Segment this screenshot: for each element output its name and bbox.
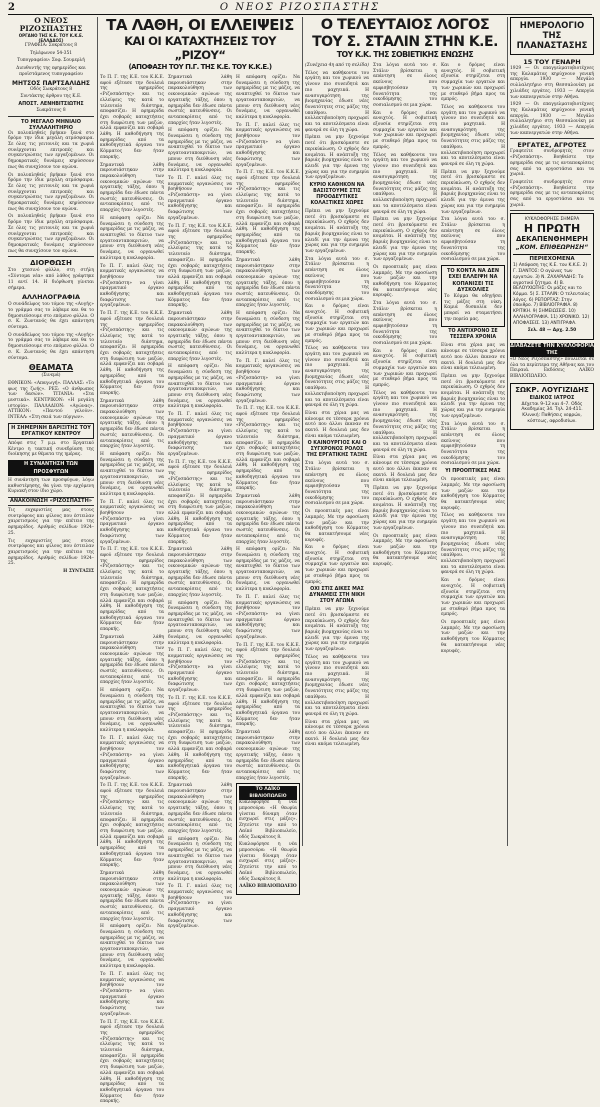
story-2-para: Και ο δρόμος είναι ανοιχτός. Η σοβιετική εξουσία στηρίζεται στη συμμαχία των εργατών και των χωρικών και προχωρεί με σταθερό βήμα προς τα εμπρός. [305,304,369,344]
calendar-title: ΗΜΕΡΟΛΟΓΙΟ ΤΗΣ ΠΛΑΝΑΣΤΑΣΗΣ [516,21,588,51]
story-2-para: Πρέπει να μην ξεχνούμε ποτέ ότι βρισκόμαστε σε περικύκλωση. Ο εχθρός δεν κοιμάται. Η ανάπτυξη της βαριάς βιομηχανίας είναι το κλειδί για την άμυνα της χώρας και για την ευημερία των εργαζομένων. [441,169,505,215]
promotion-text: Η συνάντηση των προσφύγων, λόγω καθυστέρησης, θα γίνει την ερχόμενη Κυριακή στον ίδιο χώρο. [8,477,94,495]
story-1-headline-2: ΚΑΙ ΟΙ ΚΑΤΑΧΤΗΣΕΙΣ ΤΟΥ „ΡΙΖΟΥ“ [124,34,276,62]
right-column [510,17,594,849]
workers-text: Γραφτείτε συνδρομητές στον «Ριζοσπάστη». Βοηθείστε την εφημερίδα σας με τις ανταποκρίσεις σας από τα εργοστάσια και τα χωριά. [510,149,594,178]
story-2-para: Και ο δρόμος είναι ανοιχτός. Η σοβιετική εξουσία στηρίζεται στη συμμαχία των εργατών και των χωρικών και προχωρεί με σταθερό βήμα προς τα εμπρός. [373,110,437,150]
story-2-subhead: ΟΧΙ ΣΤΙΣ ΔΙΚΕΣ ΜΑΣ ΔΥΝΑΜΕΙΣ ΣΤΗ ΝΙΚΗ ΣΤΟΥ ΑΓΩΝΑ [309,587,365,605]
doctor-title: ΕΙΔΙΚΟΣ ΙΑΤΡΟΣ [529,394,575,401]
story-1-para: Το Π. Γ. καλεί όλες τις κομματικές οργανώσεις να βοηθήσουν τον «Ριζοσπάστη» να γίνει πραγματικό όργανο καθοδήγησης και διαφώτισης των εργαζομένων. [168,884,232,930]
story-1-para: Το Π. Γ. της Κ.Ε. του Κ.Κ.Ε. αφού εξέτασε την δουλειά της εφημερίδος «Ριζοσπάστης» και τις ελλείψεις της κατά το τελευταίο διάστημα, αποφασίζει: Η εφημερίδα έχει σοβαρές καταχτήσεις στη διαφώτιση των μαζών, αλλά εμφανίζει και σοβαρά λάθη. Η καθοδήγηση της εφημερίδας από τα καθοδηγητικά όργανα του Κόμματος δεν ήταν επαρκής. [168,695,232,781]
theatres-sub: (Σινεμά) [41,373,61,379]
story-2-para: Πρέπει να μην ξεχνούμε ποτέ ότι βρισκόμαστε σε περικύκλωση. Ο εχθρός δεν κοιμάται. Η ανάπτυξη της βαριάς βιομηχανίας είναι το κλειδί για την άμυνα της χώρας και για την ευημερία των εργαζομένων. [373,485,437,531]
masthead [8,2,592,15]
calendar-text-more: 1929 — Οι επαγγελματοβιοτέχνες της Καλαμάτας κηρύχνουν γενική απεργία. 1930 — Μεγάλο συλλαλητήριο στη Θεσσαλονίκη με χιλιάδες εργάτες. 1933 — Απεργία των καπνεργατών στην Αθήνα. [510,102,594,136]
story-1-para: Το Π. Γ. της Κ.Ε. του Κ.Κ.Ε. αφού εξέτασε την δουλειά της εφημερίδος «Ριζοσπάστης» και τις ελλείψεις της κατά το τελευταίο διάστημα, αποφασίζει: Η εφημερίδα έχει σοβαρές καταχτήσεις στη διαφώτιση των μαζών, αλλά εμφανίζει και σοβαρά λάθη. Η καθοδήγηση της εφημερίδας από τα καθοδηγητικά όργανα του Κόμματος δεν ήταν επαρκής. [236,406,300,492]
ad-kicker: ΚΥΚΛΟΦΟΡΗΣΕ ΣΗΜΕΡΑ [524,217,580,223]
story-1-para: Το Π. Γ. της Κ.Ε. του Κ.Κ.Ε. αφού εξέτασε την δουλειά της εφημερίδος «Ριζοσπάστης» και τις ελλείψεις της κατά το τελευταίο διάστημα, αποφασίζει: Η εφημερίδα έχει σοβαρές καταχτήσεις στη διαφώτιση των μαζών, αλλά εμφανίζει και σοβαρά λάθη. Η καθοδήγηση της εφημερίδας από τα καθοδηγητικά όργανα του Κόμματος δεν ήταν επαρκής. [236,642,300,728]
story-1-para: Το Π. Γ. της Κ.Ε. του Κ.Κ.Ε. αφού εξέτασε την δουλειά της εφημερίδος «Ριζοσπάστης» και τις ελλείψεις της κατά το τελευταίο διάστημα, αποφασίζει: Η εφημερίδα έχει σοβαρές καταχτήσεις στη διαφώτιση των μαζών, αλλά εμφανίζει και σοβαρά λάθη. Η καθοδήγηση της εφημερίδας από τα καθοδηγητικά όργανα του Κόμματος δεν ήταν επαρκής. [100,75,164,160]
story-1-para: Το Π. Γ. καλεί όλες τις κομματικές οργανώσεις να βοηθήσουν τον «Ριζοσπάστη» να γίνει πραγματικό όργανο καθοδήγησης και διαφώτισης των εργαζομένων. [100,263,164,309]
story-2-columns [305,63,505,750]
paper-name: Ο ΝΕΟΣ ΡΙΖΟΣΠΑΣΤΗΣ [219,2,381,13]
story-2-para: Οι προοπτικές μας είναι λαμπρές. Με την αφοσίωση των μαζών και την καθοδήγηση του Κόμματος θα κατακτήσουμε νέες κορυφές. [441,620,505,654]
section-1-text-cont: Οι πολυπληθείς βρήκαν ξανά στο δρόμο την ίδια μεγάλη ατμόσφαιρα. Σε όλες τις γειτονιές και τα χωριά συνέρχονται επιτροπές και συγκεντρώσεις των εργαζομένων. Οι δημοκρατικές δυνάμεις κηρύσσουν πως θα συνεχίσουν τον αγώνα. [8,214,94,254]
story-1-para: Η απόφαση ορίζει: Να δυναμώσει η σύνδεση της εφημερίδας με τις μάζες, να αναπτυχθεί το δίκτυο των εργατοανταποκριτών, να μπουν στη διεύθυνση νέες δυνάμεις, να οργανωθεί καλύτερα η κυκλοφορία. [100,452,164,497]
story-1-para: Η απόφαση ορίζει: Να δυναμώσει η σύνδεση της εφημερίδας με τις μάζες, να αναπτυχθεί το δίκτυο των εργατοανταποκριτών, να μπουν στη διεύθυνση νέες δυνάμεις, να οργανωθεί καλύτερα η κυκλοφορία. [236,311,300,357]
editor-label: Συντάκτης άρθρου της Κ.Ε. [20,94,82,100]
story-2-para: Οι προοπτικές μας είναι λαμπρές. Με την αφοσίωση των μαζών και την καθοδήγηση του Κόμματος θα κατακτήσουμε νέες κορυφές. [441,477,505,511]
letters-text-cont: Ο συνάδελφος του τόμου της «Αυγής» το γράμμα σας το λάβαμε και θα το δημοσιεύσουμε στο επόμενο φύλλο. Ο σ. Κ. Ζωντανός θα έχει απάντηση σύντομα. [8,332,94,361]
ad-price: Σελ. 48 — Δρχ. 2.50 [527,328,577,334]
story-2-para: Οι προοπτικές μας είναι λαμπρές. Με την αφοσίωση των μαζών και την καθοδήγηση του Κόμματος θα κατακτήσουμε νέες κορυφές. [305,509,369,543]
story-2-para: Πρέπει να μην ξεχνούμε ποτέ ότι βρισκόμαστε σε περικύκλωση. Ο εχθρός δεν κοιμάται. Η ανάπτυξη της βαριάς βιομηχανίας είναι το κλειδί για την άμυνα της χώρας και για την ευημερία των εργαζομένων. [305,209,369,254]
story-1-para: Το Π. Γ. της Κ.Ε. του Κ.Κ.Ε. αφού εξέτασε την δουλειά της εφημερίδος «Ριζοσπάστης» και τις ελλείψεις της κατά το τελευταίο διάστημα, αποφασίζει: Η εφημερίδα έχει σοβαρές καταχτήσεις στη διαφώτιση των μαζών, αλλά εμφανίζει και σοβαρά λάθη. Η καθοδήγηση της εφημερίδας από τα καθοδηγητικά όργανα του Κόμματος δεν ήταν επαρκής. [168,459,232,545]
divider [8,116,94,117]
director-address: Οδός Σωκράτους 8 [29,86,73,92]
doctor-ad [510,383,594,430]
story-2-col-c [441,63,505,750]
doctor-text: Δέχεται 9–12 και 4–7. Οδός Ακαδημίας 34. Τηλ. 24-411. Κλινική: Παθήσεις νεφρών, κύστεως, αφροδισίων. [521,401,583,424]
bookshop-title: ΤΟ ΛΑΪΚΟ ΒΙΒΛΙΟΠΩΛΕΙΟ [239,786,297,800]
reply-title: ΑΝΑΚΟΙΝΩΣΗ «ΡΙΖΟΣΠΑΣΤΗ» [9,498,93,505]
divider [510,138,594,139]
story-1-para: Σημαντικά λάθη παρουσιάστηκαν στην παρακολούθηση των οικονομικών αγώνων της εργατικής τάξης, όπου η εφημερίδα δεν έδωσε πάντα σωστές κατευθύνσεις. Οι ανταποκρίσεις από τις επαρχίες ήταν λιγοστές. [236,257,300,309]
journal-ad [510,213,594,339]
calendar-date: 15 ΤΟΥ ΓΕΝΑΡΗ [523,58,581,66]
left-address-3: Τυπογραφείον: Σοφ. Σουμερλή [17,58,85,64]
center-right-story [305,17,505,849]
ad-headline-1: Η ΠΡΩΤΗ [523,222,581,236]
today-text: Απόψε στις 7 μ.μ. στο Εργατικό Κέντρο η τακτική συνεδρίαση της διοίκησης με θέματα της ημέρας. [8,440,94,458]
story-1-para: Το Π. Γ. καλεί όλες τις κομματικές οργανώσεις να βοηθήσουν τον «Ριζοσπάστη» να γίνει πραγματικό όργανο καθοδήγησης και διαφώτισης των εργαζομένων. [100,735,164,781]
story-1-para: Σημαντικά λάθη παρουσιάστηκαν στην παρακολούθηση των οικονομικών αγώνων της εργατικής τάξης, όπου η εφημερίδα δεν έδωσε πάντα σωστές κατευθύνσεις. Οι ανταποκρίσεις από τις επαρχίες ήταν λιγοστές. [236,493,300,545]
ad-contents: ΠΕΡΙΕΧΟΜΕΝΑ [513,254,591,263]
story-2-headline-1: Ο ΤΕΛΕΥΤΑΙΟΣ ΛΟΓΟΣ [320,17,490,33]
bookshop-text-more: Κυκλοφόρησε η νέα μπροσούρα: «Η θεωρία γίνεται δύναμη όταν εισχωρεί στις μάζες». Ζητείστε την από το Λαϊκό Βιβλιοπωλείο, οδός Σωκράτους 8. [239,842,297,882]
story-2-para: Και ο δρόμος είναι ανοιχτός. Η σοβιετική εξουσία στηρίζεται στη συμμαχία των εργατών και των χωρικών και προχωρεί με σταθερό βήμα προς τα εμπρός. [373,348,437,388]
story-2-para: Οι προοπτικές μας είναι λαμπρές. Με την αφοσίωση των μαζών και την καθοδήγηση του Κόμματος θα κατακτήσουμε νέες κορυφές. [373,533,437,568]
story-1-para: Η απόφαση ορίζει: Να δυναμώσει η σύνδεση της εφημερίδας με τις μάζες, να αναπτυχθεί το δίκτυο των εργατοανταποκριτών, να μπουν στη διεύθυνση νέες δυνάμεις, να οργανωθεί καλύτερα η κυκλοφορία. [100,688,164,734]
story-1-headline-3: (ΑΠΟΦΑΣΗ ΤΟΥ Π.Γ. ΤΗΣ Κ.Ε. ΤΟΥ Κ.Κ.Ε.) [128,63,272,71]
story-2-col-a [305,63,369,750]
story-2-para: Τέλος να καθήκοντα του εργάτη και του χωρικού να γίνουν πιο συνειδητά και πιο μαχητικά. Η ανασυγκρότηση της βιομηχανίας έδωσε νέες δυνατότητες στις μάζες της υπαίθρου. Η κολλεκτιβοποίηση προχωρεί και τα αποτελέσματα είναι φανερά σε όλη τη χώρα. [373,152,437,215]
reply-text: Τις ευχαριστίες μας στους συντρόφους και φίλους που έστειλαν χαιρετισμούς για την επέτειο της εφημερίδος. Αριθμός σελίδων 1924–25. [8,508,94,536]
circulation-text: «Ο Νέος Ριζοσπάστης» πουλιέται σε όλα τα περίπτερα της Αθήνας και του Πειραιά. Εκδόσεις ΛΑΪΚΟ ΒΙΒΛΙΟΠΩΛΕΙΟ. [510,356,594,380]
story-1-para: Το Π. Γ. καλεί όλες τις κομματικές οργανώσεις να βοηθήσουν τον «Ριζοσπάστη» να γίνει πραγματικό όργανο καθοδήγησης και διαφώτισης των εργαζομένων. [236,122,300,168]
story-1-para: Η απόφαση ορίζει: Να δυναμώσει η σύνδεση της εφημερίδας με τις μάζες, να αναπτυχθεί το δίκτυο των εργατοανταποκριτών, να μπουν στη διεύθυνση νέες δυνάμεις, να οργανωθεί καλύτερα η κυκλοφορία. [168,600,232,646]
story-2-para: Στα λόγια αυτά του σ. Στάλιν βρίσκεται η απάντηση σε όλους εκείνους που αμφισβητούσαν τη δυνατότητα της οικοδόμησης του σοσιαλισμού σε μια χώρα. [305,461,369,507]
workers-title: ΕΡΓΑΤΕΣ, ΑΓΡΟΤΕΣ [517,141,587,150]
story-2-para: Τέλος να καθήκοντα του εργάτη και του χωρικού να γίνουν πιο συνειδητά και πιο μαχητικά. Η ανασυγκρότηση της βιομηχανίας έδωσε νέες δυνατότητες στις μάζες της υπαίθρου. Η κολλεκτιβοποίηση προχωρεί και τα αποτελέσματα είναι φανερά σε όλη τη χώρα. [373,390,437,453]
story-2-col-b [373,63,437,750]
story-2-para: Στα λόγια αυτά του σ. Στάλιν βρίσκεται η απάντηση σε όλους εκείνους που αμφισβητούσαν τη δυνατότητα της οικοδόμησης του σοσιαλισμού σε μια χώρα. [441,217,505,263]
column-rule [507,17,508,846]
quote-box-text: Το Κόμμα θα οδηγήσει τις μάζες στη νίκη. Καμιά δυσκολία δεν μπορεί να σταματήσει την πορεία μας. [444,293,502,322]
story-2-para: Οι προοπτικές μας είναι λαμπρές. Με την αφοσίωση των μαζών και την καθοδήγηση του Κόμματος θα κατακτήσουμε νέες κορυφές. [373,264,437,299]
calendar-box [510,17,594,55]
story-1-para: Το Π. Γ. καλεί όλες τις κομματικές οργανώσεις να βοηθήσουν τον «Ριζοσπάστη» να γίνει πραγματικό όργανο καθοδήγησης και διαφώτισης των εργαζομένων. [168,175,232,221]
story-2-para: Πρέπει να μην ξεχνούμε ποτέ ότι βρισκόμαστε σε περικύκλωση. Ο εχθρός δεν κοιμάται. Η ανάπτυξη της βαριάς βιομηχανίας είναι το κλειδί για την άμυνα της χώρας και για την ευημερία των εργαζομένων. [373,217,437,263]
theatres-title: ΘΕΑΜΑΤΑ [28,363,74,373]
story-2-para: Είναι στα χέρια μας να κάνουμε σε τέσσερα χρόνια αυτό που άλλοι έκαναν σε εκατό. Η δουλειά μας δεν είναι ακόμα τελειωμένη. [441,343,505,372]
story-1-para: Σημαντικά λάθη παρουσιάστηκαν στην παρακολούθηση των οικονομικών αγώνων της εργατικής τάξης, όπου η εφημερίδα δεν έδωσε πάντα σωστές κατευθύνσεις. Οι ανταποκρίσεις από τις επαρχίες ήταν λιγοστές. [236,730,300,781]
page-number: 2 [8,2,15,13]
story-2-para: Είναι στα χέρια μας να κάνουμε σε τέσσερα χρόνια αυτό που άλλοι έκαναν σε εκατό. Η δουλειά μας δεν είναι ακόμα τελειωμένη. [305,410,369,439]
story-2-subhead: ΤΟ ΑΝΤΙΧΡΟΝΟ ΣΕ ΤΕΣΣΕΡΑ ΧΡΟΝΙΑ [448,329,498,341]
correction-title: ΔΙΟΡΘΩΣΗ [30,259,72,268]
circulation-title: ΔΙΑΒΑΖΕΤΕ ΤΗΝ ΚΥΚΛΟΦΟΡΙΑ ΤΗΣ [510,342,594,356]
story-1-para: Σημαντικά λάθη παρουσιάστηκαν στην παρακολούθηση των οικονομικών αγώνων της εργατικής τάξης, όπου η εφημερίδα δεν έδωσε πάντα σωστές κατευθύνσεις. Οι ανταποκρίσεις από τις επαρχίες ήταν λιγοστές. [168,311,232,362]
story-2-para: Και ο δρόμος είναι ανοιχτός. Η σοβιετική εξουσία στηρίζεται στη συμμαχία των εργατών και των χωρικών και προχωρεί με σταθερό βήμα προς τα εμπρός. [441,63,505,103]
story-1-para: Το Π. Γ. της Κ.Ε. του Κ.Κ.Ε. αφού εξέτασε την δουλειά της εφημερίδος «Ριζοσπάστης» και τις ελλείψεις της κατά το τελευταίο διάστημα, αποφασίζει: Η εφημερίδα έχει σοβαρές καταχτήσεις στη διαφώτιση των μαζών, αλλά εμφανίζει και σοβαρά λάθη. Η καθοδήγηση της εφημερίδας από τα καθοδηγητικά όργανα του Κόμματος δεν ήταν επαρκής. [100,311,164,396]
story-1-para: Σημαντικά λάθη παρουσιάστηκαν στην παρακολούθηση των οικονομικών αγώνων της εργατικής τάξης, όπου η εφημερίδα δεν έδωσε πάντα σωστές κατευθύνσεις. Οι ανταποκρίσεις από τις επαρχίες ήταν λιγοστές. [168,783,232,834]
story-1-para: Το Π. Γ. της Κ.Ε. του Κ.Κ.Ε. αφού εξέτασε την δουλειά της εφημερίδος «Ριζοσπάστης» και τις ελλείψεις της κατά το τελευταίο διάστημα, αποφασίζει: Η εφημερίδα έχει σοβαρές καταχτήσεις στη διαφώτιση των μαζών, αλλά εμφανίζει και σοβαρά λάθη. Η καθοδήγηση της εφημερίδας από τα καθοδηγητικά όργανα του Κόμματος δεν ήταν επαρκής. [236,170,300,256]
story-1-para: Σημαντικά λάθη παρουσιάστηκαν στην παρακολούθηση των οικονομικών αγώνων της εργατικής τάξης, όπου η εφημερίδα δεν έδωσε πάντα σωστές κατευθύνσεις. Οι ανταποκρίσεις από τις επαρχίες ήταν λιγοστές. [100,398,164,450]
ad-headline-2: ΔΕΚΑΠΕΝΘΗΜΕΡΗ [515,235,589,244]
story-1-para: Η απόφαση ορίζει: Να δυναμώσει η σύνδεση της εφημερίδας με τις μάζες, να αναπτυχθεί το δίκτυο των εργατοανταποκριτών, να μπουν στη διεύθυνση νέες δυνάμεις, να οργανωθεί καλύτερα η κυκλοφορία. [168,364,232,410]
section-1-text-more: Οι πολυπληθείς βρήκαν ξανά στο δρόμο την ίδια μεγάλη ατμόσφαιρα. Σε όλες τις γειτονιές και τα χωριά συνέρχονται επιτροπές και συγκεντρώσεις των εργαζομένων. Οι δημοκρατικές δυνάμεις κηρύσσουν πως θα συνεχίσουν τον αγώνα. [8,172,94,212]
story-1-para: Το Π. Γ. καλεί όλες τις κομματικές οργανώσεις να βοηθήσουν τον «Ριζοσπάστη» να γίνει πραγματικό όργανο καθοδήγησης και διαφώτισης των εργαζομένων. [236,358,300,404]
story-1-para: Η απόφαση ορίζει: Να δυναμώσει η σύνδεση της εφημερίδας με τις μάζες, να αναπτυχθεί το δίκτυο των εργατοανταποκριτών, να μπουν στη διεύθυνση νέες δυνάμεις, να οργανωθεί καλύτερα η κυκλοφορία. [236,547,300,593]
story-2-continued: (Συνέχεια 4η από τη σελίδα) [305,63,369,68]
story-2-headline-2: ΤΟΥ Σ. ΣΤΑΛΙΝ ΣΤΗΝ Κ.Ε. [312,34,498,50]
story-1-para: Το Π. Γ. της Κ.Ε. του Κ.Κ.Ε. αφού εξέτασε την δουλειά της εφημερίδος «Ριζοσπάστης» και τις ελλείψεις της κατά το τελευταίο διάστημα, αποφασίζει: Η εφημερίδα έχει σοβαρές καταχτήσεις στη διαφώτιση των μαζών, αλλά εμφανίζει και σοβαρά λάθη. Η καθοδήγηση της εφημερίδας από τα καθοδηγητικά όργανα του Κόμματος δεν ήταν επαρκής. [100,547,164,633]
divider [8,256,94,257]
story-1-para: Η απόφαση ορίζει: Να δυναμώσει η σύνδεση της εφημερίδας με τις μάζες, να αναπτυχθεί το δίκτυο των εργατοανταποκριτών, να μπουν στη διεύθυνση νέες δυνάμεις, να οργανωθεί καλύτερα η κυκλοφορία. [100,924,164,970]
doctor-name: ΣΩΚΡ. ΛΟΥΓΙΖΙΔΗΣ [515,385,589,394]
story-1-para: Σημαντικά λάθη παρουσιάστηκαν στην παρακολούθηση των οικονομικών αγώνων της εργατικής τάξης, όπου η εφημερίδα δεν έδωσε πάντα σωστές κατευθύνσεις. Οι ανταποκρίσεις από τις επαρχίες ήταν λιγοστές. [168,75,232,126]
correction-text: Στο χτεσινό φύλλο, στη στήλη «Σύντομα νέα» από λάθος γράφτηκε 11 αντί 14. Η διόρθωση γίνεται σήμερα. [8,268,94,291]
story-2-subhead: ΥΙ ΠΡΟΟΠΤΙΚΕΣ ΜΑΣ [445,469,501,475]
bookshop-text: Κυκλοφόρησε η νέα μπροσούρα: «Η θεωρία γίνεται δύναμη όταν εισχωρεί στις μάζες». Ζητείστε την από το Λαϊκό Βιβλιοπωλείο, οδός Σωκράτους 8. [239,800,297,840]
story-2-para: Στα λόγια αυτά του σ. Στάλιν βρίσκεται η απάντηση σε όλους εκείνους που αμφισβητούσαν τη δυνατότητα της οικοδόμησης του σοσιαλισμού σε μια χώρα. [373,63,437,108]
story-2-para: Πρέπει να μην ξεχνούμε ποτέ ότι βρισκόμαστε σε περικύκλωση. Ο εχθρός δεν κοιμάται. Η ανάπτυξη της βαριάς βιομηχανίας είναι το κλειδί για την άμυνα της χώρας και για την ευημερία των εργαζομένων. [305,607,369,653]
letters-title: ΑΛΛΗΛΟΓΡΑΦΙΑ [22,293,80,302]
story-1-col-c [236,75,300,1107]
story-2-subhead: Ο ΚΑΙΝΟΥΡΓΙΟΣ ΚΑΙ Ο ΣΥΓΧΡΟΝΟΣ ΡΟΛΟΣ ΤΗΣ ΕΡΓΑΤΙΚΗΣ ΤΑΞΗΣ [306,441,368,459]
left-address-2: Τηλέφωνον 54-351 [29,50,73,56]
reply-text-cont: Τις ευχαριστίες μας στους συντρόφους και φίλους που έστειλαν χαιρετισμούς για την επέτειο της εφημερίδος. Αριθμός σελίδων 1924–25. [8,538,94,567]
story-2-para: Τέλος να καθήκοντα του εργάτη και του χωρικού να γίνουν πιο συνειδητά και πιο μαχητικά. Η ανασυγκρότηση της βιομηχανίας έδωσε νέες δυνατότητες στις μάζες της υπαίθρου. Η κολλεκτιβοποίηση προχωρεί και τα αποτελέσματα είναι φανερά σε όλη τη χώρα. [441,513,505,576]
bookshop-sign: ΛΑΪΚΟ ΒΙΒΛΙΟΠΩΛΕΙΟ [239,884,297,890]
section-1-text: Οι πολυπληθείς βρήκαν ξανά στο δρόμο την ίδια μεγάλη ατμόσφαιρα. Σε όλες τις γειτονιές και τα χωριά συνέρχονται επιτροπές και συγκεντρώσεις των εργαζομένων. Οι δημοκρατικές δυνάμεις κηρύσσουν πως θα συνεχίσουν τον αγώνα. [8,130,94,170]
story-2-para: Τέλος να καθήκοντα του εργάτη και του χωρικού να γίνουν πιο συνειδητά και πιο μαχητικά. Η ανασυγκρότηση της βιομηχανίας έδωσε νέες δυνατότητες στις μάζες της υπαίθρου. Η κολλεκτιβοποίηση προχωρεί και τα αποτελέσματα είναι φανερά σε όλη τη χώρα. [305,654,369,717]
quote-box [441,265,505,328]
story-1-para: Το Π. Γ. καλεί όλες τις κομματικές οργανώσεις να βοηθήσουν τον «Ριζοσπάστη» να γίνει πραγματικό όργανο καθοδήγησης και διαφώτισης των εργαζομένων. [100,971,164,1017]
story-2-para: Στα λόγια αυτά του σ. Στάλιν βρίσκεται η απάντηση σε όλους εκείνους που αμφισβητούσαν τη δυνατότητα της οικοδόμησης του σοσιαλισμού σε μια χώρα. [305,256,369,302]
editor-name: ΑΠΟΣΤ. ΛΕΝΗΒΙΤΣΙΩΤΗΣ [18,101,84,107]
story-1-para: Το Π. Γ. της Κ.Ε. του Κ.Κ.Ε. αφού εξέτασε την δουλειά της εφημερίδος «Ριζοσπάστης» και τις ελλείψεις της κατά το τελευταίο διάστημα, αποφασίζει: Η εφημερίδα έχει σοβαρές καταχτήσεις στη διαφώτιση των μαζών, αλλά εμφανίζει και σοβαρά λάθη. Η καθοδήγηση της εφημερίδας από τα καθοδηγητικά όργανα του Κόμματος δεν ήταν επαρκής. [100,1019,164,1105]
today-box-title: Η ΣΗΜΕΡΙΝΗ ΒΑΡΙΞΙΤΗΣ ΤΟΥ ΕΡΓΑΤΙΚΟΥ ΚΕΝΤΡΟΥ [8,423,94,439]
story-1-para: Το Π. Γ. της Κ.Ε. του Κ.Κ.Ε. αφού εξέτασε την δουλειά της εφημερίδος «Ριζοσπάστης» και τις ελλείψεις της κατά το τελευταίο διάστημα, αποφασίζει: Η εφημερίδα έχει σοβαρές καταχτήσεις στη διαφώτιση των μαζών, αλλά εμφανίζει και σοβαρά λάθη. Η καθοδήγηση της εφημερίδας από τα καθοδηγητικά όργανα του Κόμματος δεν ήταν επαρκής. [100,783,164,869]
story-1-col-a [100,75,164,1107]
story-1-para: Σημαντικά λάθη παρουσιάστηκαν στην παρακολούθηση των οικονομικών αγώνων της εργατικής τάξης, όπου η εφημερίδα δεν έδωσε πάντα σωστές κατευθύνσεις. Οι ανταποκρίσεις από τις επαρχίες ήταν λιγοστές. [100,634,164,686]
quote-box-title: ΤΟ ΚΟΝΤΑ ΝΑ ΔΕΝ ΕΧΕΙ ΕΛΛΕΙΨΗ ΝΑ ΚΟΠΑΝΙΣΕΙ ΤΙΣ ΔΥΣΚΟΛΙΕΣ [447,267,499,294]
bookshop-box [236,783,300,895]
story-1-col-b [168,75,232,1107]
center-left-story [100,16,300,1105]
story-2-para: Τέλος να καθήκοντα του εργάτη και του χωρικού να γίνουν πιο συνειδητά και πιο μαχητικά. Η ανασυγκρότηση της βιομηχανίας έδωσε νέες δυνατότητες στις μάζες της υπαίθρου. Η κολλεκτιβοποίηση προχωρεί και τα αποτελέσματα είναι φανερά σε όλη τη χώρα. [305,70,369,133]
left-address-1: ΓΡΑΦΕΙΑ: Σοκράτους 8 [24,43,78,48]
story-2-para: Στα λόγια αυτά του σ. Στάλιν βρίσκεται η απάντηση σε όλους εκείνους που αμφισβητούσαν τη δυνατότητα της οικοδόμησης του σοσιαλισμού σε μια χώρα. [441,421,505,467]
left-column [8,17,94,849]
ad-items: 1) Απόφαση της Κ.Ε. του Κ.Κ.Ε. 2) Γ. ΣΙΑΝΤΟΣ: Ο αγώνας των εργατών. 3) Ν. ΖΑΧΑΡΙΑΔΗΣ: Το αγροτικό ζήτημα. 4) Β. ΒΕΛΟΥΧΙΩΤΗΣ: Οι μάζες και το Κόμμα. 5) Σ. ΣΤΑΛΙΝ: Ο τελευταίος λόγος. 6) ΡΕΠΟΡΤΑΖ: Στην ύπαιθρο. 7) ΒΙΒΛΙΟΓΡΑΦΙΑ. 8) ΚΡΙΤΙΚΗ. 9) ΣΗΜΕΙΩΣΕΙΣ. 10) ΑΛΛΗΛΟΓΡΑΦΙΑ. 11) ΧΡΟΝΙΚΟ. 12) ΑΠΟΦΑΣΕΙΣ. 13) ΑΝΤΙΓΡΑΦΑ. [513,263,590,326]
column-rule [97,17,98,846]
story-2-para: Στα λόγια αυτά του σ. Στάλιν βρίσκεται η απάντηση σε όλους εκείνους που αμφισβητούσαν τη δυνατότητα της οικοδόμησης του σοσιαλισμού σε μια χώρα. [373,301,437,347]
story-1-para: Σημαντικά λάθη παρουσιάστηκαν στην παρακολούθηση των οικονομικών αγώνων της εργατικής τάξης, όπου η εφημερίδα δεν έδωσε πάντα σωστές κατευθύνσεις. Οι ανταποκρίσεις από τις επαρχίες ήταν λιγοστές. [168,547,232,598]
story-1-para: Το Π. Γ. καλεί όλες τις κομματικές οργανώσεις να βοηθήσουν τον «Ριζοσπάστη» να γίνει πραγματικό όργανο καθοδήγησης και διαφώτισης των εργαζομένων. [236,594,300,640]
theatres-list: ΕΘΝΙΚΟΝ: «Απαγωγή». ΠΑΛΛΑΣ: «Το φως της ζωής». ΡΕΞ: «Ο άνθρωπος των δασών». ΤΙΤΑΝΙΑ: «Στα μυστικά». ΚΕΝΤΡΙΚΟΝ: «Η μεγάλη ιστορία». ΠΑΛΛΑΔΙΟΝ: «Αγώνας». ΑΤΤΙΚΟΝ: «Παντού γελούν». ΙΝΤΕΑΛ: «Στη σκιά των πύργων». [8,380,94,421]
letters-text: Ο συνάδελφος του τόμου της «Αυγής» το γράμμα σας το λάβαμε και θα το δημοσιεύσουμε στο επόμενο φύλλο. Ο σ. Κ. Ζωντανός θα έχει απάντηση σύντομα. [8,302,94,331]
editor-address: Σωκράτους 8 [36,107,66,113]
story-2-para: Πρέπει να μην ξεχνούμε ποτέ ότι βρισκόμαστε σε περικύκλωση. Ο εχθρός δεν κοιμάται. Η ανάπτυξη της βαριάς βιομηχανίας είναι το κλειδί για την άμυνα της χώρας και για την ευημερία των εργαζομένων. [441,373,505,419]
story-2-para: Τέλος να καθήκοντα του εργάτη και του χωρικού να γίνουν πιο συνειδητά και πιο μαχητικά. Η ανασυγκρότηση της βιομηχανίας έδωσε νέες δυνατότητες στις μάζες της υπαίθρου. Η κολλεκτιβοποίηση προχωρεί και τα αποτελέσματα είναι φανερά σε όλη τη χώρα. [441,104,505,167]
left-subtitle: ΟΡΓΑΝΟ ΤΗΣ Κ.Ε. ΤΟΥ Κ.Κ.Ε. (ΕΛΛΑΔΟΣ) [18,33,84,43]
calendar-text: 1929 — Οι επαγγελματοβιοτέχνες της Καλαμάτας κηρύχνουν γενική απεργία. 1930 — Μεγάλο συλλαλητήριο στη Θεσσαλονίκη με χιλιάδες εργάτες. 1933 — Απεργία των καπνεργατών στην Αθήνα. [510,66,594,100]
left-title: Ο ΝΕΟΣ ΡΙΖΟΣΠΑΣΤΗΣ [19,16,83,33]
story-2-headline-3: ΤΟΥ Κ.Κ. ΤΗΣ ΣΟΒΙΕΤΙΚΗΣ ΕΝΩΣΗΣ [336,50,474,59]
story-2-para: Και ο δρόμος είναι ανοιχτός. Η σοβιετική εξουσία στηρίζεται στη συμμαχία των εργατών και των χωρικών και προχωρεί με σταθερό βήμα προς τα εμπρός. [441,578,505,618]
story-1-para: Η απόφαση ορίζει: Να δυναμώσει η σύνδεση της εφημερίδας με τις μάζες, να αναπτυχθεί το δίκτυο των εργατοανταποκριτών, να μπουν στη διεύθυνση νέες δυνάμεις, να οργανωθεί καλύτερα η κυκλοφορία. [100,215,164,261]
story-1-para: Το Π. Γ. καλεί όλες τις κομματικές οργανώσεις να βοηθήσουν τον «Ριζοσπάστη» να γίνει πραγματικό όργανο καθοδήγησης και διαφώτισης των εργαζομένων. [168,412,232,457]
workers-text-more: Γραφτείτε συνδρομητές στον «Ριζοσπάστη». Βοηθείστε την εφημερίδα σας με τις ανταποκρίσεις σας από τα εργοστάσια και τα χωριά. [510,179,594,208]
divider [510,210,594,211]
story-1-para: Σημαντικά λάθη παρουσιάστηκαν στην παρακολούθηση των οικονομικών αγώνων της εργατικής τάξης, όπου η εφημερίδα δεν έδωσε πάντα σωστές κατευθύνσεις. Οι ανταποκρίσεις από τις επαρχίες ήταν λιγοστές. [100,162,164,214]
story-1-para: Η απόφαση ορίζει: Να δυναμώσει η σύνδεση της εφημερίδας με τις μάζες, να αναπτυχθεί το δίκτυο των εργατοανταποκριτών, να μπουν στη διεύθυνση νέες δυνάμεις, να οργανωθεί καλύτερα η κυκλοφορία. [168,128,232,174]
story-1-para: Σημαντικά λάθη παρουσιάστηκαν στην παρακολούθηση των οικονομικών αγώνων της εργατικής τάξης, όπου η εφημερίδα δεν έδωσε πάντα σωστές κατευθύνσεις. Οι ανταποκρίσεις από τις επαρχίες ήταν λιγοστές. [100,870,164,922]
section-1-title: ΤΟ ΜΕΓΑΛΟ ΜΗΝΙΑΙΟ ΣΥΛΛΑΛΗΤΗΡΙΟ [21,118,81,131]
signature: Η ΣΥΝΤΑΞΙΣ [63,569,94,575]
story-2-para: Τέλος να καθήκοντα του εργάτη και του χωρικού να γίνουν πιο συνειδητά και πιο μαχητικά. Η ανασυγκρότηση της βιομηχανίας έδωσε νέες δυνατότητες στις μάζες της υπαίθρου. Η κολλεκτιβοποίηση προχωρεί και τα αποτελέσματα είναι φανερά σε όλη τη χώρα. [305,346,369,409]
director-name: ΜΗΤΣΟΣ ΠΑΡΤΣΑΛΙΔΗΣ [11,79,90,87]
story-1-para: Η απόφαση ορίζει: Να δυναμώσει η σύνδεση της εφημερίδας με τις μάζες, να αναπτυχθεί το δίκτυο των εργατοανταποκριτών, να μπουν στη διεύθυνση νέες δυνάμεις, να οργανωθεί καλύτερα η κυκλοφορία. [236,75,300,120]
story-2-subhead: ΚΥΡΙΟ ΚΑΘΗΚΟΝ ΝΑ ΒΑΣΙΣΤΟΥΜΕ ΣΤΙΣ ΠΡΟΟΔΕΥΤΙΚΕΣ ΚΟΛΑΞΤΙΚΕΣ ΧΩΡΕΣ [309,183,365,207]
story-1-para: Το Π. Γ. της Κ.Ε. του Κ.Κ.Ε. αφού εξέτασε την δουλειά της εφημερίδος «Ριζοσπάστης» και τις ελλείψεις της κατά το τελευταίο διάστημα, αποφασίζει: Η εφημερίδα έχει σοβαρές καταχτήσεις στη διαφώτιση των μαζών, αλλά εμφανίζει και σοβαρά λάθη. Η καθοδήγηση της εφημερίδας από τα καθοδηγητικά όργανα του Κόμματος δεν ήταν επαρκής. [168,223,232,309]
story-1-para: Η απόφαση ορίζει: Να δυναμώσει η σύνδεση της εφημερίδας με τις μάζες, να αναπτυχθεί το δίκτυο των εργατοανταποκριτών, να μπουν στη διεύθυνση νέες δυνάμεις, να οργανωθεί καλύτερα η κυκλοφορία. [168,836,232,882]
column-rule [302,17,303,846]
story-1-para: Το Π. Γ. καλεί όλες τις κομματικές οργανώσεις να βοηθήσουν τον «Ριζοσπάστη» να γίνει πραγματικό όργανο καθοδήγησης και διαφώτισης των εργαζομένων. [168,648,232,694]
story-1-headline-1: ΤΑ ΛΑΘΗ, ΟΙ ΕΛΛΕΙΨΕΙΣ [106,16,294,34]
ad-headline-3: „ΚΟΜ. ΕΠΙΘΕΩΡΗΣΗ“ [515,244,588,252]
promotion-title: Η ΣΥΝΑΝΤΗΣΗ ΤΩΝ ΠΡΟΣΦΥΓΩΝ [8,460,94,476]
story-1-columns [100,75,300,1107]
story-2-para: Και ο δρόμος είναι ανοιχτός. Η σοβιετική εξουσία στηρίζεται στη συμμαχία των εργατών και των χωρικών και προχωρεί με σταθερό βήμα προς τα εμπρός. [305,545,369,585]
story-2-para: Είναι στα χέρια μας να κάνουμε σε τέσσερα χρόνια αυτό που άλλοι έκαναν σε εκατό. Η δουλειά μας δεν είναι ακόμα τελειωμένη. [305,719,369,748]
story-2-para: Πρέπει να μην ξεχνούμε ποτέ ότι βρισκόμαστε σε περικύκλωση. Ο εχθρός δεν κοιμάται. Η ανάπτυξη της βαριάς βιομηχανίας είναι το κλειδί για την άμυνα της χώρας και για την ευημερία των εργαζομένων. [305,135,369,181]
story-1-para: Το Π. Γ. καλεί όλες τις κομματικές οργανώσεις να βοηθήσουν τον «Ριζοσπάστη» να γίνει πραγματικό όργανο καθοδήγησης και διαφώτισης των εργαζομένων. [100,499,164,545]
story-2-para: Είναι στα χέρια μας να κάνουμε σε τέσσερα χρόνια αυτό που άλλοι έκαναν σε εκατό. Η δουλειά μας δεν είναι ακόμα τελειωμένη. [373,455,437,484]
director-label: Διευθυντής της εφημερίδος και προϊστάμενος τυπογραφείου [16,66,86,77]
